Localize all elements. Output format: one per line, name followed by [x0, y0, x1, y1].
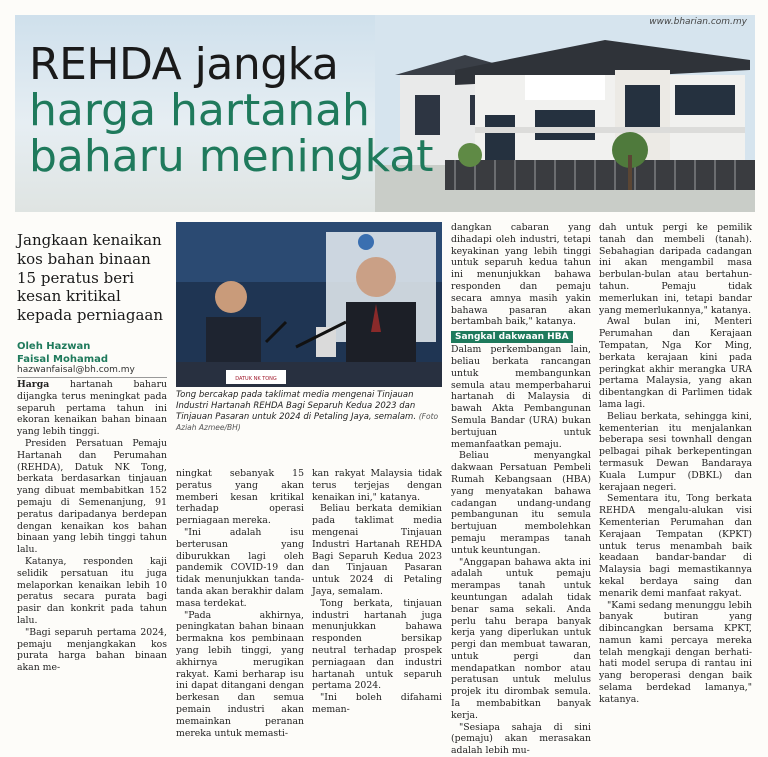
paragraph: dangkan cabaran yang dihadapi oleh industri, tetapi keyakinan yang lebih tinggi untuk separuh kedua tahun ini menunjukkan bahawa responden dan pemaju secara amnya masih yakin bahawa pasaran akan bertambah baik," katanya. — [451, 222, 591, 328]
article-column-2 — [176, 468, 304, 739]
headline — [29, 39, 434, 182]
paragraph: Katanya, responden kaji selidik persatuan itu juga melaporkan kenaikan lebih 10 peratus secara purata bagi pasir dan konkrit pada tahun lalu. — [17, 555, 167, 626]
paragraph: Awal bulan ini, Menteri Perumahan dan Kerajaan Tempatan, Nga Kor Ming, berkata kerajaan kini pada peringkat akhir merangka URA pertama Malaysia, yang akan dibentangkan di Parlimen tidak lama lagi. — [599, 316, 752, 410]
press-photo — [176, 222, 442, 387]
photo-credit: (Foto Aziah Azmee/BH) — [176, 412, 439, 433]
section-tag: Sangkal dakwaan HBA — [451, 331, 573, 343]
paragraph: "Bagi separuh pertama 2024, pemaju menjangkakan kos purata harga bahan binaan akan me- — [17, 626, 167, 674]
article-column-3 — [312, 468, 442, 716]
headline-line-3: baharu meningkat — [29, 131, 434, 182]
paragraph: "Pada akhirnya, peningkatan bahan binaan bermakna kos pembinaan yang lebih tinggi, yang akhirnya merugikan rakyat. Kami berharap isu ini dapat ditangani dengan berkesan dan semua pemain industri akan memainkan peranan mereka untuk memasti- — [176, 609, 304, 739]
subheadline: Jangkaan kenaikan kos bahan binaan 15 peratus beri kesan kritikal kepada perniagaan — [17, 231, 164, 324]
paragraph: Sementara itu, Tong berkata REHDA mengalu-alukan visi Kementerian Perumahan dan Kerajaan Tempatan (KPKT) untuk terus menambah baik keadaan bandar-bandar di Malaysia bagi memastikannya kekal berdaya saing dan menarik demi manfaat rakyat. — [599, 493, 752, 599]
podium-text: DATUK NK TONG — [235, 376, 277, 382]
headline-line-2: harga hartanah — [29, 85, 370, 136]
paragraph: "Sesiapa sahaja di sini (pemaju) akan merasakan adalah lebih mu- — [451, 721, 591, 757]
article-column-5 — [599, 222, 752, 706]
article-column-1 — [17, 379, 167, 674]
article-column-4 — [451, 222, 591, 757]
paragraph: ningkat sebanyak 15 peratus yang akan memberi kesan kritikal terhadap operasi perniagaan mereka. — [176, 468, 304, 527]
headline-line-1: REHDA jangka — [29, 39, 339, 90]
press-conference-image — [176, 222, 442, 387]
author-line-1: Oleh Hazwan — [17, 341, 91, 352]
paragraph: "Ini boleh difahami meman- — [312, 692, 442, 715]
author-line-2: Faisal Mohamad — [17, 353, 109, 365]
paragraph: "Kami sedang menunggu lebih banyak butiran yang dibincangkan bersama KPKT, namun kami percaya mereka telah mengkaji dengan berhati-hati model serupa di rantau ini yang beroperasi dengan baik selama berdekad lamanya," katanya. — [599, 599, 752, 705]
paragraph: Beliau berkata, sehingga kini, kementerian itu menjalankan beberapa sesi townhall dengan pelbagai pihak berkepentingan termasuk Dewan Bandaraya Kuala Lumpur (DBKL) dan kerajaan negeri. — [599, 410, 752, 493]
paragraph: Tong berkata, tinjauan industri hartanah juga menunjukkan bahawa responden bersikap neutral terhadap prospek perniagaan dan industri hartanah untuk separuh pertama 2024. — [312, 597, 442, 692]
paragraph: Beliau menyangkal dakwaan Persatuan Pembeli Rumah Kebangsaan (HBA) yang menyatakan bahawa cadangan undang-undang pembangunan itu semula bertujuan membolehkan pemaju merampas tanah untuk keuntungan. — [451, 450, 591, 556]
byline — [17, 341, 167, 366]
photo-caption — [176, 390, 442, 434]
paragraph: dah untuk pergi ke pemilik tanah dan membeli (tanah). Sebahagian daripada cadangan ini akan mengambil masa berbulan-bulan atau bertahun-tahun. Pemaju tidak memerlukan ini, tetapi bandar yang memerlukannya," katanya. — [599, 222, 752, 316]
paragraph: "Ini adalah isu berterusan yang diburukkan lagi oleh pandemik COVID-19 dan tidak menunjukkan tanda-tanda akan berakhir dalam masa terdekat. — [176, 526, 304, 609]
site-url: www.bharian.com.my — [649, 17, 747, 27]
paragraph: Harga hartanah baharu dijangka terus meningkat pada separuh pertama tahun ini ekoran kenaikan bahan binaan yang lebih tinggi. — [17, 379, 167, 438]
lead-word: Harga — [17, 379, 50, 390]
byline-divider — [17, 377, 167, 378]
hero-banner — [15, 15, 755, 212]
caption-text: Tong bercakap pada taklimat media mengenai Tinjauan Industri Hartanah REHDA Bagi Separuh Kedua 2023 dan Tinjauan Pasaran untuk 2024 di Petaling Jaya, semalam. — [176, 390, 417, 423]
paragraph: Presiden Persatuan Pemaju Hartanah dan Perumahan (REHDA), Datuk NK Tong, berkata berdasarkan tinjauan yang dibuat membabitkan 152 pemaju di Semenanjung, 91 peratus daripadanya berdepan dengan kenaikan kos bahan binaan yang lebih tinggi tahun lalu. — [17, 437, 167, 556]
paragraph: Beliau berkata demikian pada taklimat media mengenai Tinjauan Industri Hartanah REHDA Bagi Separuh Kedua 2023 dan Tinjauan Pasaran untuk 2024 di Petaling Jaya, semalam. — [312, 503, 442, 597]
paragraph: "Anggapan bahawa akta ini adalah untuk pemaju merampas tanah untuk keuntungan adalah tidak benar sama sekali. Anda perlu tahu berapa banyak kerja yang diperlukan untuk pergi dan membuat tawaran, untuk pergi dan mendapatkan nombor atau peratusan untuk melulus projek itu dirombak semula. Ia membabitkan banyak kerja. — [451, 556, 591, 721]
author-email[interactable]: hazwanfaisal@bh.com.my — [17, 365, 135, 375]
paragraph: kan rakyat Malaysia tidak terus terjejas dengan kenaikan ini," katanya. — [312, 468, 442, 503]
paragraph: Dalam perkembangan lain, beliau berkata rancangan untuk membangunkan semula atau memperbaharui hartanah di Malaysia di bawah Akta Pembangunan Semula Bandar (URA) bukan bertujuan untuk memanfaatkan pemaju. — [451, 344, 591, 450]
